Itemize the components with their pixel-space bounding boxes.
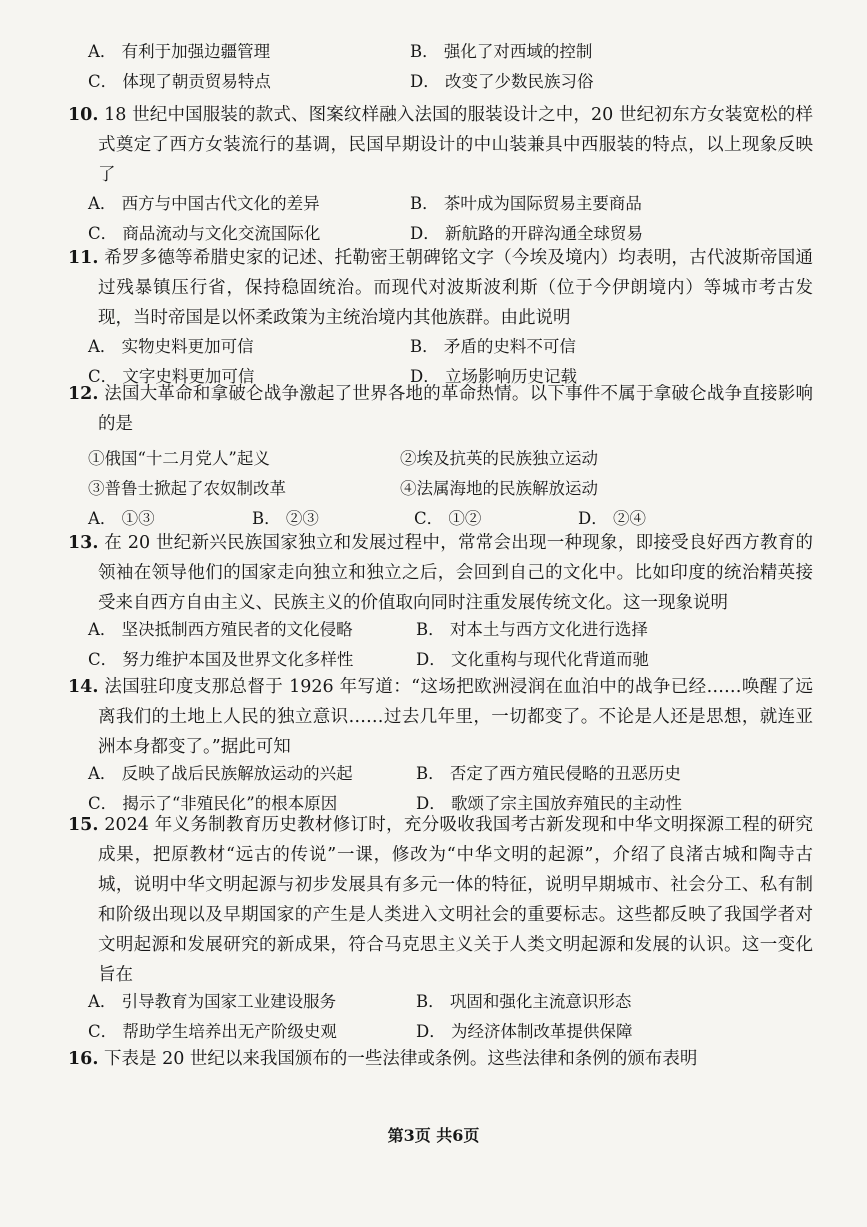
- q13-option-d: D． 文化重构与现代化背道而驰: [416, 650, 649, 669]
- q16-stem: 下表是 20 世纪以来我国颁布的一些法律或条例。这些法律和条例的颁布表明: [104, 1049, 698, 1069]
- q14-number: 14.: [68, 677, 99, 697]
- q14-stem: 法国驻印度支那总督于 1926 年写道：“这场把欧洲浸润在血泊中的战争已经……唤醒了远离我们的土地上人民的独立意识……过去几年里，一切都变了。不论是人还是思想，就连亚洲本身都变了。”据此可知: [98, 677, 813, 757]
- question-13: [0, 528, 867, 682]
- question-11: [0, 243, 867, 399]
- q12-number: 12.: [68, 384, 99, 404]
- q14-option-b: B． 否定了西方殖民侵略的丑恶历史: [416, 764, 681, 783]
- q12-option-a: A． ①③: [88, 509, 155, 528]
- q15-number: 15.: [68, 815, 99, 835]
- q15-option-c: C． 帮助学生培养出无产阶级史观: [88, 1022, 337, 1041]
- q14-option-c: C． 揭示了“非殖民化”的根本原因: [88, 794, 338, 813]
- q9-option-c: C． 体现了朝贡贸易特点: [88, 72, 271, 91]
- q12-option-c: C． ①②: [414, 509, 482, 528]
- question-12: [0, 379, 867, 535]
- q11-option-d: D． 立场影响历史记载: [410, 367, 577, 386]
- q13-option-a: A． 坚决抵制西方殖民者的文化侵略: [88, 620, 353, 639]
- q15-option-a: A． 引导教育为国家工业建设服务: [88, 992, 337, 1011]
- q11-stem: 希罗多德等希腊史家的记述、托勒密王朝碑铭文字（今埃及境内）均表明，古代波斯帝国通过残暴镇压行省，保持稳固统治。而现代对波斯波利斯（位于今伊朗境内）等城市考古发现，当时帝国是以怀柔政策为主统治境内其他族群。由此说明: [98, 248, 813, 328]
- q13-option-c: C． 努力维护本国及世界文化多样性: [88, 650, 354, 669]
- q16-number: 16.: [68, 1049, 99, 1069]
- q12-item-3: ③普鲁士掀起了农奴制改革: [88, 479, 286, 498]
- q9-options: [0, 44, 867, 104]
- q10-stem: 18 世纪中国服装的款式、图案纹样融入法国的服装设计之中，20 世纪初东方女装宽松的样式奠定了西方女装流行的基调，民国早期设计的中山装兼具中西服装的特点，以上现象反映了: [98, 105, 813, 185]
- question-16: [0, 1044, 867, 1074]
- q9-option-b: B． 强化了对西域的控制: [410, 42, 593, 61]
- q15-option-b: B． 巩固和强化主流意识形态: [416, 992, 632, 1011]
- question-15: [0, 810, 867, 1054]
- q13-stem: 在 20 世纪新兴民族国家独立和发展过程中，常常会出现一种现象，即接受良好西方教育的领袖在领导他们的国家走向独立和独立之后，会回到自己的文化中。比如印度的统治精英接受来自西方自由主义、民族主义的价值取向同时注重发展传统文化。这一现象说明: [98, 533, 813, 613]
- q14-option-d: D． 歌颂了宗主国放弃殖民的主动性: [416, 794, 682, 813]
- question-14: [0, 672, 867, 826]
- q13-number: 13.: [68, 533, 99, 553]
- q10-option-b: B． 茶叶成为国际贸易主要商品: [410, 194, 642, 213]
- q14-option-a: A． 反映了战后民族解放运动的兴起: [88, 764, 353, 783]
- page-footer: 第3页 共6页: [387, 1126, 480, 1145]
- q12-item-2: ②埃及抗英的民族独立运动: [400, 449, 598, 468]
- q10-option-d: D． 新航路的开辟沟通全球贸易: [410, 224, 643, 243]
- q9-option-a: A． 有利于加强边疆管理: [88, 42, 271, 61]
- q10-option-a: A． 西方与中国古代文化的差异: [88, 194, 320, 213]
- q10-option-c: C． 商品流动与文化交流国际化: [88, 224, 321, 243]
- q12-option-d: D． ②④: [578, 509, 646, 528]
- q9-option-d: D． 改变了少数民族习俗: [410, 72, 594, 91]
- q11-option-c: C． 文字史料更加可信: [88, 367, 255, 386]
- q10-number: 10.: [68, 105, 99, 125]
- q12-option-b: B． ②③: [252, 509, 319, 528]
- question-10: [0, 100, 867, 256]
- q15-option-d: D． 为经济体制改革提供保障: [416, 1022, 633, 1041]
- q11-option-b: B． 矛盾的史料不可信: [410, 337, 576, 356]
- q11-option-a: A． 实物史料更加可信: [88, 337, 254, 356]
- q12-item-1: ①俄国“十二月党人”起义: [88, 449, 270, 468]
- q13-option-b: B． 对本土与西方文化进行选择: [416, 620, 648, 639]
- q12-stem: 法国大革命和拿破仑战争激起了世界各地的革命热情。以下事件不属于拿破仑战争直接影响的是: [98, 384, 813, 434]
- q11-number: 11.: [68, 248, 99, 268]
- q15-stem: 2024 年义务制教育历史教材修订时，充分吸收我国考古新发现和中华文明探源工程的研究成果，把原教材“远古的传说”一课，修改为“中华文明的起源”，介绍了良渚古城和陶寺古城，说明中华文明起源与初步发展具有多元一体的特征，说明早期城市、社会分工、私有制和阶级出现以及早期国家的产生是人类进入文明社会的重要标志。这些都反映了我国学者对文明起源和发展研究的新成果，符合马克思主义关于人类文明起源和发展的认识。这一变化旨在: [98, 815, 813, 985]
- q12-item-4: ④法属海地的民族解放运动: [400, 479, 598, 498]
